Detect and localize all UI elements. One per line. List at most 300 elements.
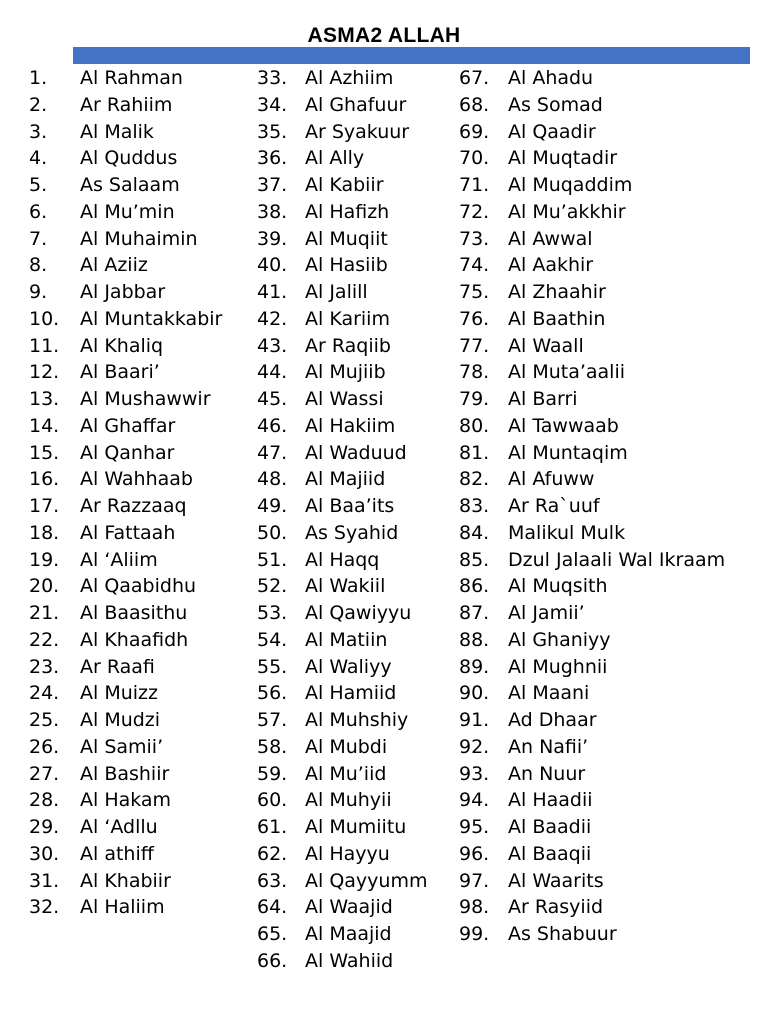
item-name: Al Maajid	[305, 923, 392, 945]
item-number: 86.	[459, 575, 490, 598]
item-number: 40.	[257, 254, 288, 277]
item-number: 79.	[459, 388, 490, 410]
item-number: 87.	[459, 602, 490, 624]
item-number: 38.	[257, 200, 288, 223]
item-name: Al Baadii	[508, 816, 592, 838]
item-number: 29.	[29, 816, 60, 838]
item-number: 36.	[257, 147, 288, 170]
list-item	[29, 333, 222, 360]
item-number: 16.	[29, 468, 60, 491]
list-item	[29, 761, 222, 788]
item-number: 85.	[459, 548, 490, 571]
item-number: 30.	[29, 842, 60, 865]
item-name: Al Khaliq	[80, 334, 164, 357]
item-name: Ar Syakuur	[305, 120, 410, 143]
item-number: 54.	[257, 628, 288, 651]
item-number: 37.	[257, 174, 288, 196]
item-number: 1.	[29, 67, 48, 89]
item-number: 9.	[29, 281, 48, 303]
list-item	[29, 466, 222, 493]
list-item	[29, 493, 222, 520]
item-name: Al Matiin	[305, 628, 388, 651]
list-item	[257, 386, 427, 413]
item-number: 25.	[29, 709, 60, 731]
item-name: Al Qawiyyu	[305, 602, 412, 624]
list-item	[257, 199, 427, 226]
names-column-2	[257, 65, 427, 975]
item-number: 13.	[29, 388, 60, 410]
item-name: Al Muhyii	[305, 789, 392, 812]
item-name: Al Tawwaab	[508, 414, 619, 437]
list-item	[459, 172, 725, 199]
list-item	[459, 520, 725, 547]
item-name: Al Qaadir	[508, 120, 596, 143]
item-name: Al Hakam	[80, 789, 172, 812]
item-name: Al Jamii’	[508, 602, 585, 624]
list-item	[29, 547, 222, 574]
list-item	[459, 199, 725, 226]
item-number: 7.	[29, 227, 48, 250]
list-item	[459, 333, 725, 360]
item-name: Al Qaabidhu	[80, 575, 197, 598]
item-number: 80.	[459, 414, 490, 437]
item-number: 89.	[459, 655, 490, 678]
item-name: Al Malik	[80, 120, 154, 143]
item-name: Al Mu’akkhir	[508, 200, 626, 223]
list-item	[459, 868, 725, 895]
item-number: 66.	[257, 949, 288, 972]
item-name: Al Baari’	[80, 361, 160, 384]
list-item	[459, 226, 725, 253]
item-name: Al Afuww	[508, 468, 595, 491]
item-name: Ar Raafi	[80, 655, 155, 678]
item-name: Al Muta’aalii	[508, 361, 626, 384]
item-name: Al Ally	[305, 147, 365, 170]
item-name: Al Mu’iid	[305, 762, 387, 785]
list-item	[29, 252, 222, 279]
list-item	[29, 734, 222, 761]
list-item	[29, 440, 222, 467]
item-number: 71.	[459, 174, 490, 196]
list-item	[257, 413, 427, 440]
item-number: 26.	[29, 735, 60, 758]
item-number: 14.	[29, 414, 60, 437]
item-name: Al Mujiib	[305, 361, 386, 384]
list-item	[29, 92, 222, 119]
list-item	[29, 627, 222, 654]
item-name: Al Barri	[508, 388, 578, 410]
item-name: Al Azhiim	[305, 67, 394, 89]
item-number: 48.	[257, 468, 288, 491]
list-item	[459, 761, 725, 788]
item-number: 28.	[29, 789, 60, 812]
item-name: As Shabuur	[508, 923, 617, 945]
item-number: 77.	[459, 334, 490, 357]
item-number: 4.	[29, 147, 48, 170]
item-number: 32.	[29, 896, 60, 919]
item-name: Al Mushawwir	[80, 388, 211, 410]
item-name: Dzul Jalaali Wal Ikraam	[508, 548, 726, 571]
list-item	[257, 520, 427, 547]
list-item	[29, 172, 222, 199]
item-number: 5.	[29, 174, 48, 196]
item-number: 21.	[29, 602, 60, 624]
list-item	[257, 172, 427, 199]
list-item	[459, 627, 725, 654]
list-item	[29, 654, 222, 681]
item-number: 49.	[257, 495, 288, 517]
item-number: 23.	[29, 655, 60, 678]
item-number: 96.	[459, 842, 490, 865]
item-name: Al Waliyy	[305, 655, 392, 678]
list-item	[459, 413, 725, 440]
list-item	[29, 226, 222, 253]
item-name: Al Hafizh	[305, 200, 390, 223]
item-number: 92.	[459, 735, 490, 758]
item-number: 65.	[257, 923, 288, 945]
item-number: 43.	[257, 334, 288, 357]
item-number: 91.	[459, 709, 490, 731]
list-item	[257, 948, 427, 975]
item-number: 2.	[29, 93, 48, 116]
item-name: Al Hayyu	[305, 842, 390, 865]
list-item	[257, 226, 427, 253]
item-name: Al Baaqii	[508, 842, 592, 865]
list-item	[459, 92, 725, 119]
item-name: Al Rahman	[80, 67, 183, 89]
item-number: 97.	[459, 869, 490, 892]
item-name: Al Mu’min	[80, 200, 175, 223]
item-number: 47.	[257, 441, 288, 464]
item-name: Al Muntakkabir	[80, 307, 223, 330]
item-number: 6.	[29, 200, 48, 223]
list-item	[459, 440, 725, 467]
list-item	[257, 734, 427, 761]
list-item	[29, 306, 222, 333]
item-number: 74.	[459, 254, 490, 277]
list-item	[257, 761, 427, 788]
item-name: Al ‘Aliim	[80, 548, 158, 571]
item-name: Al Awwal	[508, 227, 593, 250]
item-name: Al Kariim	[305, 307, 390, 330]
item-number: 73.	[459, 227, 490, 250]
item-number: 70.	[459, 147, 490, 170]
item-name: Al Mumiitu	[305, 816, 407, 838]
item-number: 78.	[459, 361, 490, 384]
item-name: Ar Rahiim	[80, 93, 173, 116]
item-number: 41.	[257, 281, 288, 303]
list-item	[459, 252, 725, 279]
item-number: 99.	[459, 923, 490, 945]
item-number: 68.	[459, 93, 490, 116]
list-item	[29, 520, 222, 547]
item-name: Al Muhshiy	[305, 709, 409, 731]
list-item	[459, 573, 725, 600]
list-item	[459, 600, 725, 627]
item-name: Al Khabiir	[80, 869, 171, 892]
item-number: 84.	[459, 521, 490, 544]
list-item	[459, 680, 725, 707]
item-name: Al Jalill	[305, 281, 368, 303]
list-item	[29, 814, 222, 841]
item-name: Al Mughnii	[508, 655, 608, 678]
item-name: Al Ghaffar	[80, 414, 176, 437]
item-name: Al Qayyumm	[305, 869, 428, 892]
list-item	[29, 841, 222, 868]
list-item	[29, 573, 222, 600]
item-name: Al Zhaahir	[508, 281, 606, 303]
list-item	[29, 894, 222, 921]
item-name: Ar Ra`uuf	[508, 495, 600, 517]
item-name: As Syahid	[305, 521, 399, 544]
item-name: Al Hakiim	[305, 414, 396, 437]
list-item	[29, 600, 222, 627]
list-item	[29, 386, 222, 413]
item-number: 27.	[29, 762, 60, 785]
item-name: Al Bashiir	[80, 762, 170, 785]
item-number: 20.	[29, 575, 60, 598]
item-name: Al Wahhaab	[80, 468, 193, 491]
item-number: 22.	[29, 628, 60, 651]
list-item	[459, 279, 725, 306]
item-number: 57.	[257, 709, 288, 731]
item-name: Al Maani	[508, 682, 590, 705]
list-item	[257, 119, 427, 146]
item-name: Al Baasithu	[80, 602, 188, 624]
item-number: 98.	[459, 896, 490, 919]
item-name: Al Aakhir	[508, 254, 594, 277]
item-number: 39.	[257, 227, 288, 250]
item-number: 15.	[29, 441, 60, 464]
item-name: Ad Dhaar	[508, 709, 597, 731]
item-number: 45.	[257, 388, 288, 410]
list-item	[459, 814, 725, 841]
item-number: 10.	[29, 307, 60, 330]
list-item	[29, 199, 222, 226]
item-name: Ar Razzaaq	[80, 495, 187, 517]
item-number: 52.	[257, 575, 288, 598]
list-item	[257, 547, 427, 574]
item-number: 67.	[459, 67, 490, 89]
item-name: Al Muizz	[80, 682, 158, 705]
item-name: Al Quddus	[80, 147, 178, 170]
list-item	[459, 119, 725, 146]
list-item	[459, 547, 725, 574]
list-item	[29, 707, 222, 734]
item-name: Al Ahadu	[508, 67, 594, 89]
list-item	[29, 868, 222, 895]
item-name: As Somad	[508, 93, 603, 116]
list-item	[459, 466, 725, 493]
item-name: Al Khaafidh	[80, 628, 189, 651]
list-item	[29, 413, 222, 440]
item-name: As Salaam	[80, 174, 180, 196]
item-name: Al Fattaah	[80, 521, 176, 544]
item-number: 12.	[29, 361, 60, 384]
item-name: Al Jabbar	[80, 281, 166, 303]
list-item	[257, 493, 427, 520]
item-number: 50.	[257, 521, 288, 544]
item-number: 93.	[459, 762, 490, 785]
item-name: Al ‘Adllu	[80, 816, 158, 838]
item-number: 82.	[459, 468, 490, 491]
item-name: Ar Rasyiid	[508, 896, 604, 919]
item-name: Al Haqq	[305, 548, 380, 571]
list-item	[459, 493, 725, 520]
item-number: 19.	[29, 548, 60, 571]
item-number: 61.	[257, 816, 288, 838]
list-item	[459, 921, 725, 948]
item-number: 42.	[257, 307, 288, 330]
item-number: 55.	[257, 655, 288, 678]
list-item	[257, 333, 427, 360]
item-name: Al Ghaniyy	[508, 628, 611, 651]
item-name: Al Muqaddim	[508, 174, 633, 196]
names-column-1	[29, 65, 222, 921]
list-item	[257, 654, 427, 681]
page-title: ASMA2 ALLAH	[307, 24, 461, 47]
list-item	[459, 841, 725, 868]
list-item	[257, 841, 427, 868]
item-number: 83.	[459, 495, 490, 517]
list-item	[29, 359, 222, 386]
item-name: Al Baa’its	[305, 495, 395, 517]
list-item	[257, 814, 427, 841]
item-name: Al Majiid	[305, 468, 386, 491]
item-name: Al athiff	[80, 842, 154, 865]
item-name: Al Hamiid	[305, 682, 397, 705]
item-number: 17.	[29, 495, 60, 517]
item-name: Al Waarits	[508, 869, 604, 892]
item-number: 75.	[459, 281, 490, 303]
item-number: 35.	[257, 120, 288, 143]
item-number: 58.	[257, 735, 288, 758]
header-bar	[73, 47, 750, 64]
list-item	[459, 734, 725, 761]
item-number: 59.	[257, 762, 288, 785]
list-item	[257, 65, 427, 92]
item-number: 60.	[257, 789, 288, 812]
list-item	[257, 573, 427, 600]
item-number: 62.	[257, 842, 288, 865]
item-name: Al Wassi	[305, 388, 384, 410]
item-name: Ar Raqiib	[305, 334, 391, 357]
list-item	[29, 279, 222, 306]
list-item	[459, 894, 725, 921]
list-item	[29, 680, 222, 707]
item-number: 11.	[29, 334, 60, 357]
item-number: 81.	[459, 441, 490, 464]
item-number: 53.	[257, 602, 288, 624]
item-number: 8.	[29, 254, 48, 277]
item-name: Al Wakiil	[305, 575, 386, 598]
item-name: Al Mudzi	[80, 709, 161, 731]
item-name: Al Baathin	[508, 307, 606, 330]
list-item	[257, 680, 427, 707]
item-name: Al Muntaqim	[508, 441, 628, 464]
list-item	[257, 627, 427, 654]
item-number: 72.	[459, 200, 490, 223]
item-number: 51.	[257, 548, 288, 571]
list-item	[257, 466, 427, 493]
item-name: Malikul Mulk	[508, 521, 626, 544]
list-item	[257, 787, 427, 814]
item-number: 31.	[29, 869, 60, 892]
item-number: 44.	[257, 361, 288, 384]
names-column-3	[459, 65, 725, 948]
item-name: Al Mubdi	[305, 735, 388, 758]
item-number: 94.	[459, 789, 490, 812]
item-name: Al Muqiit	[305, 227, 388, 250]
item-number: 63.	[257, 869, 288, 892]
item-number: 18.	[29, 521, 60, 544]
list-item	[257, 868, 427, 895]
item-number: 88.	[459, 628, 490, 651]
item-number: 95.	[459, 816, 490, 838]
item-number: 64.	[257, 896, 288, 919]
item-number: 24.	[29, 682, 60, 705]
list-item	[459, 65, 725, 92]
list-item	[257, 306, 427, 333]
list-item	[459, 145, 725, 172]
item-name: Al Waall	[508, 334, 584, 357]
list-item	[459, 787, 725, 814]
item-number: 34.	[257, 93, 288, 116]
list-item	[257, 600, 427, 627]
list-item	[257, 921, 427, 948]
item-name: Al Wahiid	[305, 949, 394, 972]
item-number: 46.	[257, 414, 288, 437]
item-number: 90.	[459, 682, 490, 705]
item-name: Al Hasiib	[305, 254, 388, 277]
item-number: 69.	[459, 120, 490, 143]
item-number: 3.	[29, 120, 48, 143]
item-name: Al Qanhar	[80, 441, 175, 464]
item-number: 56.	[257, 682, 288, 705]
list-item	[459, 707, 725, 734]
list-item	[257, 279, 427, 306]
list-item	[257, 359, 427, 386]
list-item	[29, 787, 222, 814]
item-name: Al Muhaimin	[80, 227, 198, 250]
item-name: Al Haadii	[508, 789, 593, 812]
list-item	[257, 252, 427, 279]
list-item	[257, 707, 427, 734]
list-item	[459, 654, 725, 681]
item-name: Al Waajid	[305, 896, 393, 919]
list-item	[29, 145, 222, 172]
item-name: Al Samii’	[80, 735, 164, 758]
list-item	[257, 894, 427, 921]
item-name: Al Muqtadir	[508, 147, 618, 170]
list-item	[459, 306, 725, 333]
item-name: Al Kabiir	[305, 174, 384, 196]
list-item	[257, 145, 427, 172]
item-number: 76.	[459, 307, 490, 330]
list-item	[257, 440, 427, 467]
item-name: Al Muqsith	[508, 575, 608, 598]
list-item	[29, 65, 222, 92]
list-item	[257, 92, 427, 119]
list-item	[459, 386, 725, 413]
item-name: Al Ghafuur	[305, 93, 407, 116]
list-item	[29, 119, 222, 146]
item-name: Al Waduud	[305, 441, 407, 464]
item-name: An Nuur	[508, 762, 586, 785]
item-name: Al Haliim	[80, 896, 165, 919]
list-item	[459, 359, 725, 386]
item-name: An Nafii’	[508, 735, 589, 758]
